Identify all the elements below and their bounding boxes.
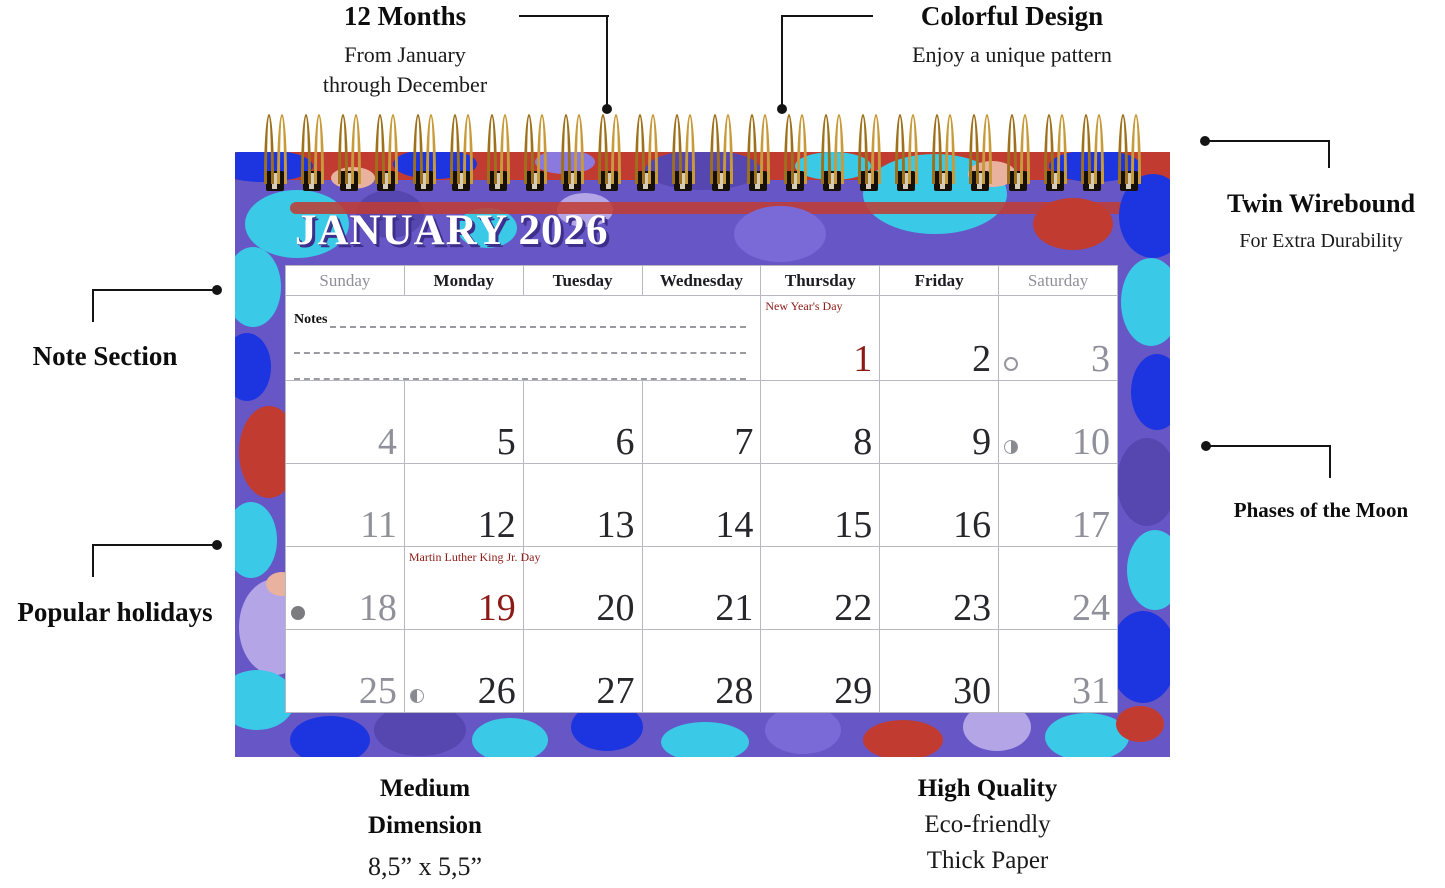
wire-loop-pair [819, 114, 849, 192]
day-number: 21 [715, 587, 754, 629]
wire-loop [821, 114, 831, 184]
wire-loop [747, 114, 757, 184]
day-cell-31 [999, 630, 1118, 713]
day-number: 18 [358, 587, 397, 629]
callout-sub-line: through December [322, 72, 488, 97]
callout-phases-of-the-moon [1196, 494, 1445, 526]
day-cell-2 [880, 296, 999, 381]
day-number: 17 [1072, 504, 1110, 546]
callout-title-line: Medium [379, 775, 471, 802]
day-header-thursday: Thursday [761, 266, 880, 296]
new-moon-icon [291, 606, 305, 620]
callout-title-line: Dimension [368, 812, 482, 839]
day-number: 15 [834, 504, 873, 546]
wire-loop [1081, 114, 1091, 184]
notes-line [294, 352, 746, 354]
day-cell-21 [642, 547, 761, 630]
wire-loop [524, 114, 534, 184]
day-number: 6 [615, 421, 635, 463]
day-number: 22 [834, 587, 873, 629]
day-number: 5 [496, 421, 516, 463]
wire-loop-pair [373, 114, 403, 192]
callout-title: Colorful Design [920, 1, 1104, 31]
wire-loop [561, 114, 571, 184]
wire-loop [871, 114, 881, 184]
day-number: 1 [853, 338, 873, 380]
wire-loop [598, 114, 608, 184]
day-cell-4 [286, 381, 405, 464]
day-cell-16 [880, 464, 999, 547]
day-cell-30 [880, 630, 999, 713]
wire-loop [1044, 114, 1054, 184]
day-number: 23 [953, 587, 992, 629]
day-header-wednesday: Wednesday [642, 266, 761, 296]
leader-dot [602, 104, 612, 114]
wire-loop-pair [708, 114, 738, 192]
wire-loop [537, 114, 547, 184]
wire-loop [1020, 114, 1030, 184]
wire-loop-pair [299, 114, 329, 192]
leader-dot [777, 104, 787, 114]
wire-loop [945, 114, 955, 184]
day-cell-29 [761, 630, 880, 713]
callout-sub-line: From January [344, 42, 466, 67]
wire-loop-pair [1079, 114, 1109, 192]
wire-loop [338, 114, 348, 184]
notes-section [286, 296, 761, 381]
leader-line [92, 289, 94, 322]
twin-wire-binding [262, 114, 1146, 192]
leader-line [92, 289, 216, 291]
wire-loop-pair [596, 114, 626, 192]
wire-loop [1094, 114, 1104, 184]
day-number: 9 [972, 421, 992, 463]
wire-loop [672, 114, 682, 184]
day-cell-12 [404, 464, 523, 547]
day-cell-19 [404, 547, 541, 630]
leader-line [781, 15, 783, 109]
leader-line [1205, 445, 1331, 447]
callout-sub-line: For Extra Durability [1239, 230, 1403, 252]
first-quarter-icon [410, 689, 424, 703]
wire-loop-pair [1116, 114, 1146, 192]
wire-loop-pair [336, 114, 366, 192]
wire-loop-pair [448, 114, 478, 192]
notes-line [330, 326, 746, 328]
wire-loop-pair [633, 114, 663, 192]
callout-title: Popular holidays [17, 597, 213, 627]
wire-loop [760, 114, 770, 184]
day-cell-25 [286, 630, 405, 713]
day-cell-23 [880, 547, 999, 630]
callout-high-quality [855, 770, 1120, 879]
wire-loop [982, 114, 992, 184]
wire-loop [858, 114, 868, 184]
wire-loop-pair [522, 114, 552, 192]
wire-loop [487, 114, 497, 184]
day-number: 16 [953, 504, 992, 546]
callout-twin-wirebound [1196, 188, 1445, 256]
callout-sub-line: 8,5” x 5,5” [367, 852, 483, 881]
leader-line [1328, 140, 1330, 168]
day-header-monday: Monday [404, 266, 523, 296]
day-cell-22 [761, 547, 880, 630]
day-cell-9 [880, 381, 999, 464]
day-number: 7 [734, 421, 754, 463]
leader-line [1204, 140, 1330, 142]
wire-loop-pair [967, 114, 997, 192]
leader-line [92, 544, 216, 546]
day-cell-26 [404, 630, 523, 713]
day-number: 2 [972, 338, 992, 380]
calendar-page [285, 265, 1118, 713]
day-header-tuesday: Tuesday [523, 266, 642, 296]
wire-loop [685, 114, 695, 184]
leader-line [1329, 445, 1331, 478]
wire-loop-pair [1005, 114, 1035, 192]
wire-loop [932, 114, 942, 184]
callout-title: Note Section [32, 341, 178, 371]
callout-popular-holidays [0, 596, 230, 628]
wire-loop [388, 114, 398, 184]
wire-loop [710, 114, 720, 184]
day-number: 12 [477, 504, 516, 546]
day-cell-10 [999, 381, 1118, 464]
wire-loop [463, 114, 473, 184]
wire-loop-pair [559, 114, 589, 192]
wire-loop [426, 114, 436, 184]
day-number: 31 [1072, 670, 1110, 712]
month-title: JANUARY 2026 [295, 207, 609, 254]
callout-title: 12 Months [343, 1, 467, 31]
wire-loop [784, 114, 794, 184]
wire-loop [723, 114, 733, 184]
day-number: 20 [596, 587, 635, 629]
day-cell-28 [642, 630, 761, 713]
day-cell-27 [523, 630, 642, 713]
wire-loop [1118, 114, 1128, 184]
wire-loop-pair [411, 114, 441, 192]
day-number: 28 [715, 670, 754, 712]
full-moon-icon [1004, 357, 1018, 371]
wire-loop-pair [485, 114, 515, 192]
wire-loop [450, 114, 460, 184]
day-number: 10 [1072, 421, 1110, 463]
wire-loop [351, 114, 361, 184]
wire-loop-pair [745, 114, 775, 192]
holiday-label: Martin Luther King Jr. Day [408, 550, 541, 564]
day-number: 11 [360, 504, 397, 546]
day-number: 30 [953, 670, 992, 712]
wire-loop-pair [1042, 114, 1072, 192]
day-number: 3 [1091, 338, 1110, 380]
day-cell-20 [523, 547, 642, 630]
wire-loop [1057, 114, 1067, 184]
wire-loop-pair [262, 114, 292, 192]
wire-loop [635, 114, 645, 184]
wire-loop-pair [930, 114, 960, 192]
wire-loop [1131, 114, 1141, 184]
calendar-grid [285, 265, 1118, 713]
day-number: 29 [834, 670, 873, 712]
day-number: 8 [853, 421, 873, 463]
wire-loop [969, 114, 979, 184]
day-cell-6 [523, 381, 642, 464]
day-cell-15 [761, 464, 880, 547]
calendar-card [235, 152, 1170, 757]
day-cell-3 [999, 296, 1118, 381]
wire-loop [648, 114, 658, 184]
leader-line [781, 15, 873, 17]
wire-loop [611, 114, 621, 184]
day-cell-24 [999, 547, 1118, 630]
wire-loop-pair [893, 114, 923, 192]
wire-loop [574, 114, 584, 184]
wire-loop [277, 114, 287, 184]
day-number: 14 [715, 504, 754, 546]
wire-loop-pair [670, 114, 700, 192]
wire-loop [375, 114, 385, 184]
holiday-label: New Year's Day [765, 299, 843, 313]
wire-loop [1007, 114, 1017, 184]
callout-colorful-design [852, 0, 1172, 70]
day-header-saturday: Saturday [999, 266, 1118, 296]
day-cell-17 [999, 464, 1118, 547]
callout-medium-dimension [295, 770, 555, 882]
callout-title: Phases of the Moon [1233, 498, 1409, 522]
callout-title: Twin Wirebound [1226, 189, 1416, 218]
day-cell-18 [286, 547, 405, 630]
callout-sub-line: Enjoy a unique pattern [912, 42, 1112, 67]
wire-loop [413, 114, 423, 184]
wire-loop [301, 114, 311, 184]
day-header-friday: Friday [880, 266, 999, 296]
day-cell-13 [523, 464, 642, 547]
day-cell-5 [404, 381, 523, 464]
leader-line [606, 15, 608, 109]
day-number: 4 [377, 421, 397, 463]
notes-label: Notes [294, 312, 328, 327]
day-number: 27 [596, 670, 635, 712]
day-cell-7 [642, 381, 761, 464]
day-header-sunday: Sunday [286, 266, 405, 296]
callout-sub-line: Eco-friendly [924, 811, 1051, 838]
wire-loop [797, 114, 807, 184]
day-number: 19 [477, 587, 516, 629]
wire-loop [500, 114, 510, 184]
callout-note-section [5, 340, 205, 372]
wire-loop-pair [782, 114, 812, 192]
callout-sub-line: Thick Paper [926, 847, 1049, 874]
leader-line [92, 544, 94, 577]
day-cell-1 [761, 296, 880, 381]
day-cell-8 [761, 381, 880, 464]
wire-loop [895, 114, 905, 184]
wire-loop-pair [856, 114, 886, 192]
wire-loop [908, 114, 918, 184]
day-number: 25 [358, 670, 397, 712]
day-cell-14 [642, 464, 761, 547]
wire-loop [314, 114, 324, 184]
leader-line [519, 15, 609, 17]
last-quarter-icon [1004, 440, 1018, 454]
day-cell-11 [286, 464, 405, 547]
day-number: 13 [596, 504, 635, 546]
day-number: 26 [477, 670, 516, 712]
wire-loop [264, 114, 274, 184]
day-number: 24 [1072, 587, 1110, 629]
wire-loop [834, 114, 844, 184]
callout-title: High Quality [917, 775, 1058, 802]
